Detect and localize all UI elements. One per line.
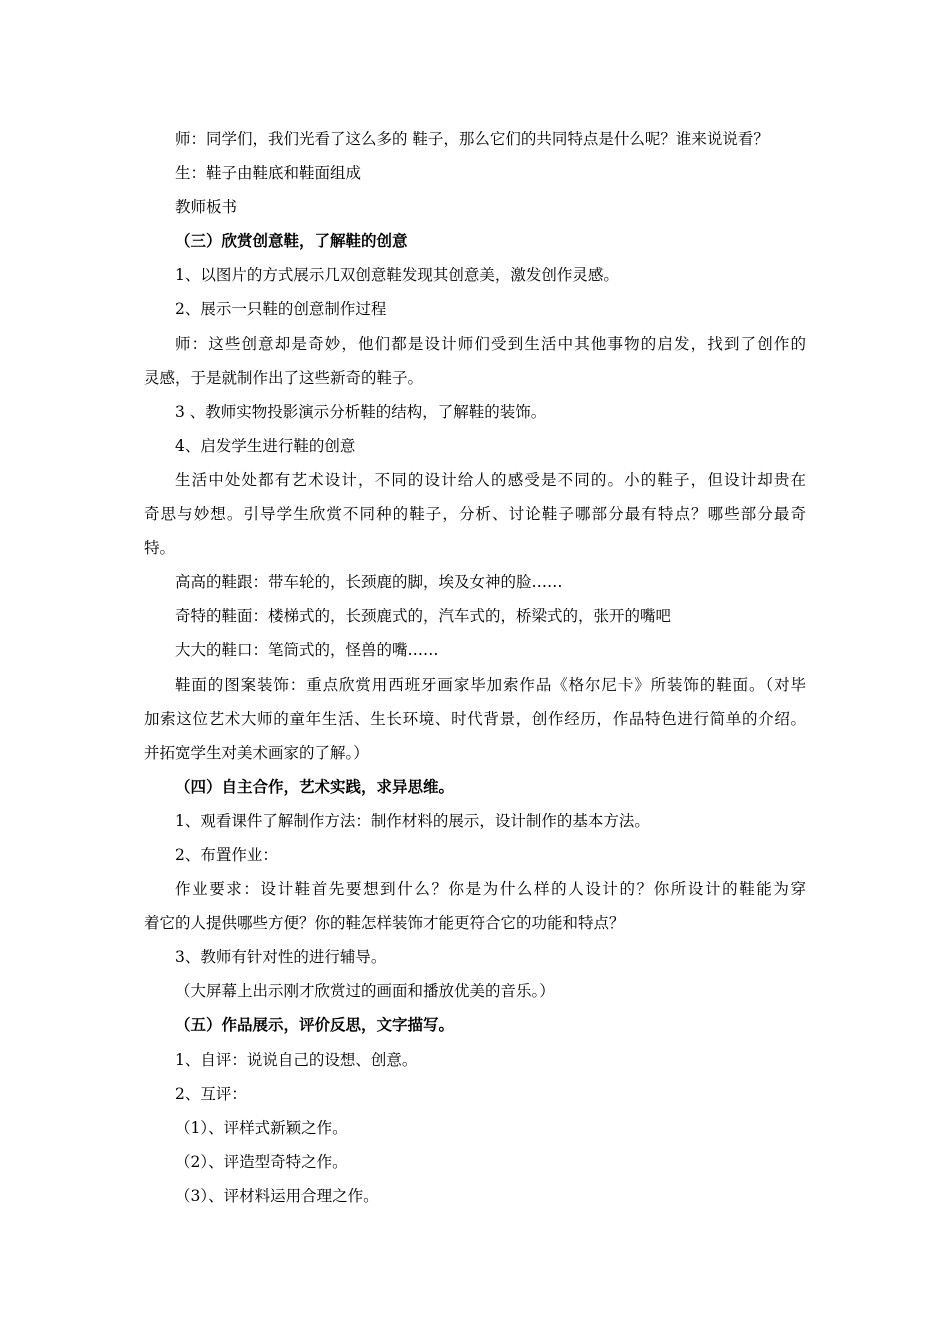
text-line: 3、教师有针对性的进行辅导。 bbox=[175, 948, 387, 967]
section-heading: （四）自主合作，艺术实践，求异思维。 bbox=[175, 776, 455, 796]
text-line: 师：这些创意却是奇妙，他们都是设计师们受到生活中其他事物的启发，找到了创作的 bbox=[175, 334, 806, 353]
text-line: 着它的人提供哪些方便？你的鞋怎样装饰才能更符合它的功能和特点？ bbox=[144, 914, 625, 933]
text-line: 教师板书 bbox=[175, 198, 238, 217]
text-line: 大大的鞋口：笔筒式的，怪兽的嘴…… bbox=[175, 641, 439, 660]
text-line: （1）、评样式新颖之作。 bbox=[175, 1118, 348, 1137]
text-line: 2、展示一只鞋的创意制作过程 bbox=[175, 300, 387, 319]
text-line: （3）、评材料运用合理之作。 bbox=[175, 1186, 379, 1205]
text-line: 特。 bbox=[144, 539, 176, 558]
document-body bbox=[144, 122, 806, 1213]
text-line: 1、以图片的方式展示几双创意鞋发现其创意美，激发创作灵感。 bbox=[175, 266, 619, 285]
text-line: 鞋面的图案装饰：重点欣赏用西班牙画家毕加索作品《格尔尼卡》所装饰的鞋面。（对毕 bbox=[175, 675, 806, 694]
text-line: 4、启发学生进行鞋的创意 bbox=[175, 436, 356, 455]
text-line: 奇特的鞋面：楼梯式的，长颈鹿式的，汽车式的，桥梁式的，张开的嘴吧 bbox=[175, 607, 672, 626]
text-line: 生活中处处都有艺术设计，不同的设计给人的感受是不同的。小的鞋子，但设计却贵在 bbox=[175, 470, 806, 489]
text-line: 并拓宽学生对美术画家的了解。） bbox=[144, 743, 369, 762]
text-line: 3 、教师实物投影演示分析鞋的结构，了解鞋的装饰。 bbox=[175, 402, 547, 421]
text-line: 师：同学们，我们光看了这么多的 鞋子，那么它们的共同特点是什么呢？谁来说说看？ bbox=[175, 130, 769, 148]
text-line: 2、布置作业： bbox=[175, 845, 278, 864]
text-line: 加索这位艺术大师的童年生活、生长环境、时代背景，创作经历，作品特色进行简单的介绍。 bbox=[144, 709, 806, 728]
text-line: 2、互评： bbox=[175, 1084, 247, 1103]
text-line: 作业要求：设计鞋首先要想到什么？你是为什么样的人设计的？你所设计的鞋能为穿 bbox=[175, 880, 806, 899]
text-line: （大屏幕上出示刚才欣赏过的画面和播放优美的音乐。） bbox=[175, 982, 555, 1001]
text-line: （2）、评造型奇特之作。 bbox=[175, 1152, 348, 1171]
text-line: 生：鞋子由鞋底和鞋面组成 bbox=[175, 164, 362, 183]
section-heading: （五）作品展示，评价反思，文字描写。 bbox=[175, 1015, 455, 1035]
text-line: 灵感，于是就制作出了这些新奇的鞋子。 bbox=[144, 368, 424, 387]
text-line: 1、观看课件了解制作方法：制作材料的展示，设计制作的基本方法。 bbox=[175, 811, 650, 830]
section-heading: （三）欣赏创意鞋，了解鞋的创意 bbox=[175, 231, 408, 251]
text-line: 奇思与妙想。引导学生欣赏不同种的鞋子，分析、讨论鞋子哪部分最有特点？哪些部分最奇 bbox=[144, 505, 806, 524]
text-line: 1、自评：说说自己的设想、创意。 bbox=[175, 1050, 418, 1069]
text-line: 高高的鞋跟：带车轮的，长颈鹿的脚，埃及女神的脸…… bbox=[175, 573, 563, 592]
